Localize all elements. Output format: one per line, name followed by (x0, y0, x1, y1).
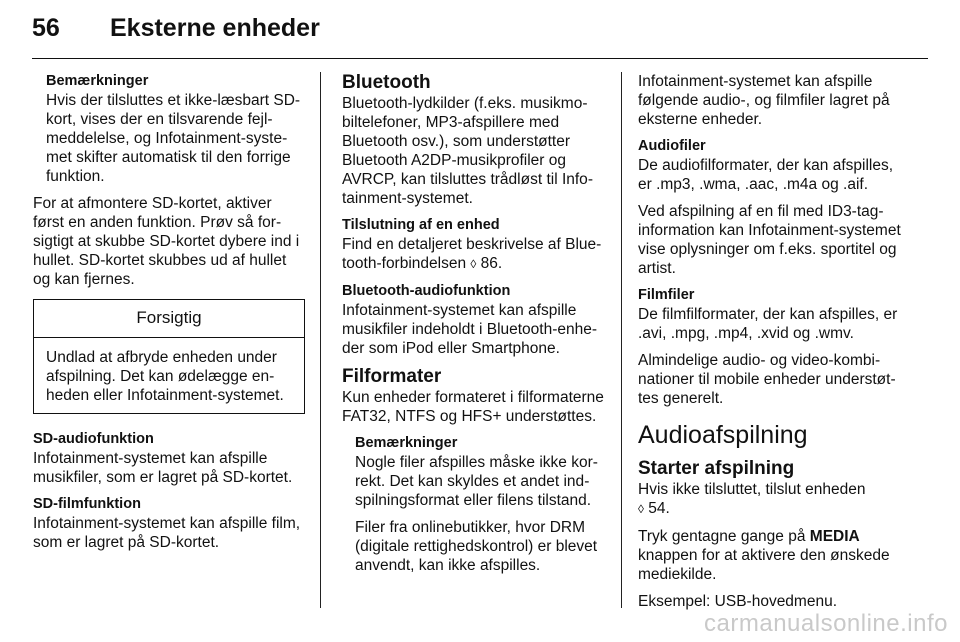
media-button-label: MEDIA (809, 528, 860, 545)
page-ref-icon: ◊ (470, 257, 477, 271)
fileformats-heading: Filformater (342, 366, 442, 387)
note-heading-2: Bemærkninger (355, 435, 458, 451)
connect-ref[interactable]: 86. (480, 255, 503, 272)
audio-files-body: De audiofilformater, der kan afspilles, er .mp3, .wma, .aac, .m4a og .aif. (638, 157, 894, 193)
bluetooth-heading: Bluetooth (342, 72, 431, 93)
start-body: Hvis ikke tilsluttet, tilslut enheden (638, 481, 866, 498)
media-paragraph (638, 527, 910, 584)
note-body: Hvis der tilsluttes et ikke-læsbart SD-kort, vises der en tilsvarende fejlmeddelelse, og Infotainment-systemet skifter automatisk til den forrige funktion. (46, 92, 301, 185)
playback-heading: Audioafspilning (638, 421, 808, 449)
page-header (32, 14, 928, 58)
connect-heading: Tilslutning af en enhed (342, 217, 500, 233)
note-block-2 (342, 434, 604, 575)
bt-audio-heading: Bluetooth-audiofunktion (342, 283, 511, 299)
connect-paragraph (342, 235, 604, 274)
watermark: carmanualsonline.info (704, 610, 948, 637)
header-rule (32, 58, 928, 59)
film-files-heading: Filmfiler (638, 287, 695, 303)
caution-title: Forsigtig (34, 300, 304, 338)
start-ref[interactable]: 54. (648, 500, 670, 517)
media-suffix: knappen for at aktivere den ønskede mediekilde. (638, 547, 890, 583)
start-heading: Starter afspilning (638, 458, 795, 479)
sd-film-heading: SD-filmfunktion (33, 496, 141, 512)
bt-audio-body: Infotainment-systemet kan afspille musikfiler indeholdt i Bluetooth-enheder som iPod eller Smartphone. (342, 302, 598, 357)
audio-files-heading: Audiofiler (638, 138, 706, 154)
sd-audio-body: Infotainment-systemet kan afspille musikfiler, som er lagret på SD-kortet. (33, 450, 293, 486)
sd-remove-paragraph: For at afmontere SD-kortet, aktiver først en anden funktion. Prøv så forsigtigt at skubbe SD-kortet dybere ind i hullet. SD-kortet skubbes ud af hullet og kan fjernes. (33, 195, 300, 288)
sd-film-body: Infotainment-systemet kan afspille film, som er lagret på SD-kortet. (33, 515, 301, 551)
start-paragraph (638, 480, 910, 519)
caution-box (33, 299, 305, 414)
note-body-2b: Filer fra onlinebutikker, hvor DRM (digitale rettighedskontrol) er blevet anvendt, kan ikke afspilles. (355, 519, 598, 574)
bluetooth-body: Bluetooth-lydkilder (f.eks. musikmobiltelefoner, MP3-afspillere med Bluetooth osv.), som understøtter Bluetooth A2DP-musikprofiler og AVRCP, kan tilsluttes trådløst til Infotainment-systemet. (342, 95, 593, 207)
id3-paragraph: Ved afspilning af en fil med ID3-tag-information kan Infotainment-systemet vise oplysninger om f.eks. sportitel og artist. (638, 203, 901, 277)
column-divider-2 (621, 72, 622, 608)
note-block (33, 72, 305, 186)
film-files-body: De filmfilformater, der kan afspilles, er .avi, .mpg, .mp4, .xvid og .wmv. (638, 306, 898, 342)
fileformats-body: Kun enheder formateret i filformaterne FAT32, NTFS og HFS+ understøttes. (342, 389, 604, 425)
page-ref-icon: ◊ (638, 502, 644, 516)
sd-audio-heading: SD-audiofunktion (33, 431, 154, 447)
column-1 (33, 72, 305, 560)
page-title: Eksterne enheder (110, 14, 320, 42)
column-3 (638, 72, 910, 619)
connect-body: Find en detaljeret beskrivelse af Bluetooth-forbindelsen (342, 236, 602, 272)
note-body-2a: Nogle filer afspilles måske ikke korrekt. Det kan skyldes et andet indspilningsformat eller filens tilstand. (355, 454, 598, 509)
column-divider-1 (320, 72, 321, 608)
combo-paragraph: Almindelige audio- og video-kombinationer til mobile enheder understøttes generelt. (638, 352, 896, 407)
intro-paragraph: Infotainment-systemet kan afspille følgende audio-, og filmfiler lagret på eksterne enheder. (638, 73, 890, 128)
caution-body: Undlad at afbryde enheden under afspilning. Det kan ødelægge enheden eller Infotainment-systemet. (46, 349, 284, 404)
page-number: 56 (32, 14, 60, 42)
media-prefix: Tryk gentagne gange på (638, 528, 806, 545)
note-heading: Bemærkninger (46, 73, 149, 89)
column-2 (342, 72, 604, 583)
example-paragraph: Eksempel: USB-hovedmenu. (638, 593, 838, 610)
